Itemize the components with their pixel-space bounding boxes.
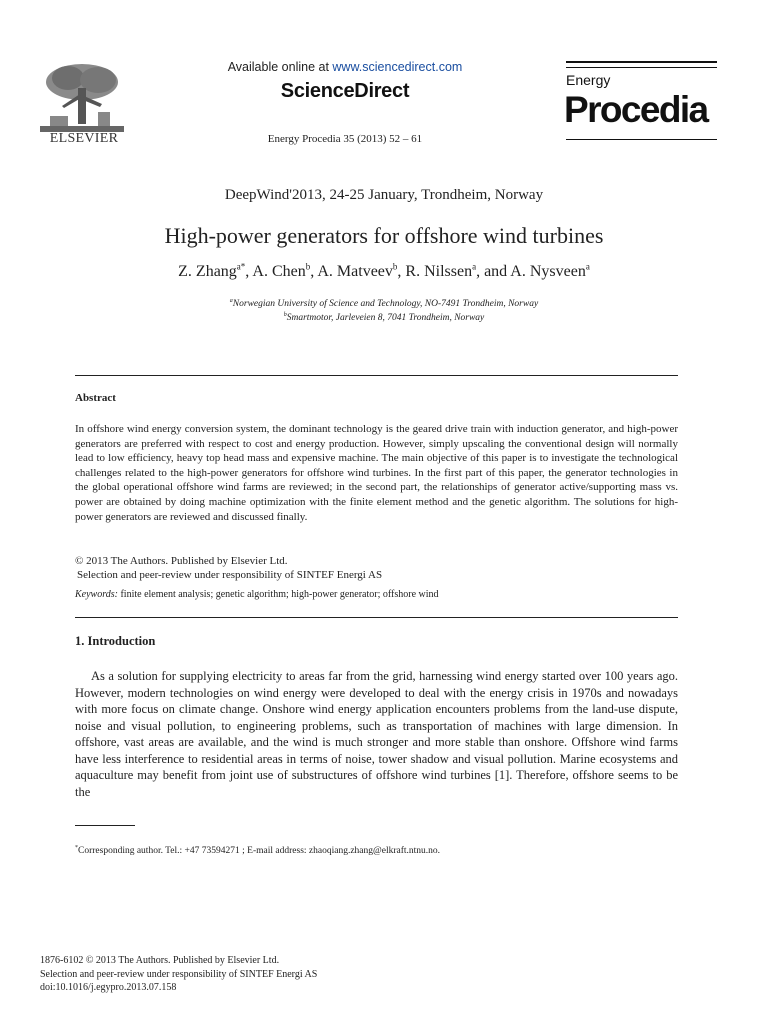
affiliation-b: $^b$Smartmotor, Jarleveien 8, 7041 Trondheim, Norway (283, 312, 485, 324)
journal-reference: Energy Procedia 35 (2013) 52 – 61 (267, 133, 423, 145)
author: Z. Zhang$^{a*}$, (178, 262, 253, 281)
conference-line: DeepWind'2013, 24-25 January, Trondheim, Norway (224, 187, 544, 203)
copyright-line: © 2013 The Authors. Published by Elsevier Ltd. (75, 555, 288, 567)
author: R. Nilssen$^a$, and (405, 262, 511, 281)
abstract-bottom-rule (75, 617, 678, 618)
peer-review-line: Selection and peer-review under responsibility of SINTEF Energi AS (77, 569, 383, 581)
keywords-text: finite element analysis; genetic algorithm; high-power generator; offshore wind (117, 589, 439, 600)
footnote-rule (75, 825, 135, 826)
footer-issn: 1876-6102 © 2013 The Authors. Published by Elsevier Ltd. (40, 955, 280, 966)
journal-logo-rule-bottom (566, 139, 717, 140)
keywords-label: Keywords: (75, 589, 118, 600)
publisher-name: ELSEVIER (49, 131, 119, 146)
affiliation-a: $^a$Norwegian University of Science and Technology, NO-7491 Trondheim, Norway (229, 298, 539, 310)
available-online-line (180, 60, 510, 74)
author-list (40, 262, 728, 281)
footer-peer-review: Selection and peer-review under responsibility of SINTEF Energi AS (40, 968, 318, 980)
author: A. Chen$^b$, (252, 262, 318, 281)
journal-logo-rule-top-thin (566, 67, 717, 68)
sciencedirect-link[interactable]: www.sciencedirect.com (332, 60, 463, 74)
elsevier-tree-logo (40, 60, 124, 132)
footer-doi[interactable]: doi:10.1016/j.egypro.2013.07.158 (40, 982, 177, 993)
available-prefix: Available online at (227, 60, 333, 74)
section-heading-introduction: 1. Introduction (75, 634, 156, 648)
journal-logo-procedia: Procedia (564, 89, 708, 130)
abstract-body: In offshore wind energy conversion system, the dominant technology is the geared drive train with induction generator, and high-power generators are preferred with respect to cost and energy production. However, simply upscaling the conventional design will normally lead to low efficiency, heavy top head mass and expensive machine. The main objective of this paper is to investigate the technological challenges related to the high-power generators for offshore wind turbines. In the first part of this paper, the generator technologies in the global operational offshore wind farms are reviewed; in the second part, the relationships of generator active/supporting mass vs. power are obtained by doing machine optimization with the finite element method and the genetic algorithm. The solutions for high-power generators are reviewed and discussed finally. (75, 423, 678, 523)
page-footer (40, 954, 317, 995)
journal-logo-energy: Energy (566, 72, 611, 88)
author: A. Nysveen$^a$ (510, 262, 590, 281)
author: A. Matveev$^b$, (317, 262, 406, 281)
abstract-heading: Abstract (75, 392, 116, 404)
footnote: *Corresponding author. Tel.: +47 73594271 ; E-mail address: zhaoqiang.zhang@elkraft.ntnu.no. (75, 845, 441, 857)
abstract-top-rule (75, 375, 678, 376)
introduction-body: As a solution for supplying electricity to areas far from the grid, harnessing wind energy started over 100 years ago. However, modern technologies on wind energy were developed to deal with the energy crisis in 1970s and nowadays with more focus on climate change. Onshore wind energy application encounters problems from the land-use dispute, noise and visual pollution, to engineering problems, such as transportation of machines with large dimension. In offshore, vast areas are available, and the wind is much stronger and more stable than onshore. Offshore wind farms have less interference to residential areas in terms of noise, tower shadow and visual pollution. Marine ecosystems and aquaculture may benefit from joint use of substructures of offshore wind turbines [1]. Therefore, offshore seems to be the (75, 669, 678, 799)
paper-title: High-power generators for offshore wind turbines (164, 223, 604, 248)
sciencedirect-brand: ScienceDirect (280, 80, 410, 102)
keywords-line (75, 589, 439, 600)
journal-logo-rule-top (566, 61, 717, 63)
